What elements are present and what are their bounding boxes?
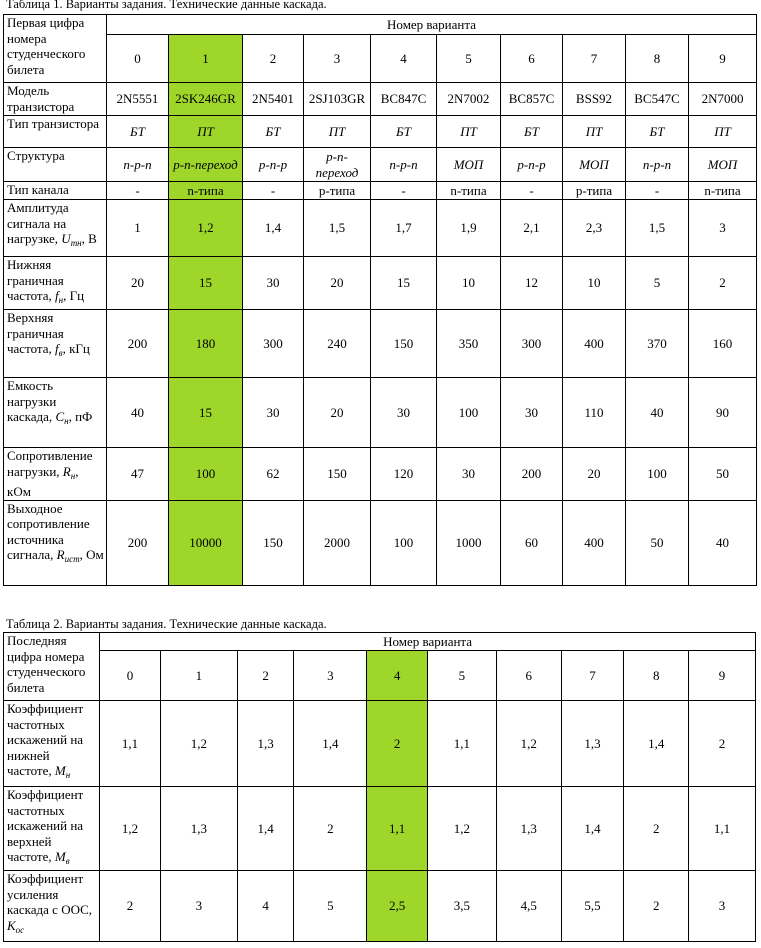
table-cell: 30 [371,378,437,448]
row-symbol-subscript: н [65,770,71,780]
table-cell: 4 [237,871,294,942]
row-symbol-subscript: в [58,348,63,358]
table-cell: 3 [689,871,756,942]
table-cell: 100 [371,500,437,585]
table-cell: 15 [169,257,243,310]
table-cell: 200 [107,500,169,585]
table-cell: 1,2 [160,701,237,787]
row-unit: , В [81,231,97,246]
variants-table-2 [3,632,756,942]
variants-table-1 [3,14,757,586]
table-cell: БТ [626,116,689,148]
table-cell: n-p-n [371,148,437,182]
table-row [4,448,757,501]
table-row [4,200,757,257]
table-cell: 1,4 [561,787,624,871]
row-label [4,148,107,182]
table-cell: 2 [100,871,161,942]
row-label [4,871,100,942]
row-symbol-subscript: н [70,470,76,481]
table-cell: 30 [243,378,304,448]
table-cell: - [243,182,304,200]
table-cell: МОП [689,148,757,182]
table-cell: 60 [501,500,563,585]
row-label-text: Коэффициент частотных искажений на верхней частоте, [7,787,84,864]
row-label [4,701,100,787]
table-cell: БТ [107,116,169,148]
table-row [4,500,757,585]
table-cell: 150 [243,500,304,585]
table-cell: ПТ [437,116,501,148]
table-cell: p-типа [304,182,371,200]
row-label-text: Сопротивление нагрузки, [7,448,93,479]
table-cell: n-типа [437,182,501,200]
variant-number: 7 [561,651,624,701]
table-row [4,148,757,182]
table-cell: БТ [371,116,437,148]
table-cell: 120 [371,448,437,501]
table-cell: 160 [689,310,757,378]
table-cell: 1,4 [294,701,367,787]
table-cell: 40 [107,378,169,448]
table-cell: 370 [626,310,689,378]
table-cell: 3 [689,200,757,257]
table-cell: 50 [626,500,689,585]
table-cell: 1,3 [237,701,294,787]
table-cell: 5,5 [561,871,624,942]
row-unit: , кОм [7,463,79,499]
table-cell: 5 [294,871,367,942]
table-cell: 90 [689,378,757,448]
table1-caption: Таблица 1. Варианты задания. Технические данные каскада. [6,0,327,11]
table-cell: 1,3 [496,787,561,871]
table-cell: 1000 [437,500,501,585]
row-label [4,116,107,148]
table-cell: 1,1 [689,787,756,871]
variant-number: 8 [624,651,689,701]
variant-number: 0 [107,35,169,83]
table-cell: 200 [107,310,169,378]
row-symbol-subscript: ист [64,554,80,564]
table-cell: 400 [563,310,626,378]
table-cell: - [371,182,437,200]
row-unit: , кГц [62,341,90,356]
table-cell: 1,2 [496,701,561,787]
table-cell: 1,3 [160,787,237,871]
row-label-text: Выходное сопротивление источника сигнала, [7,500,90,562]
variant-number: 9 [689,651,756,701]
row-symbol-subscript: н [64,416,69,426]
table-cell: 20 [563,448,626,501]
variant-number: 3 [304,35,371,83]
table-row [4,257,757,310]
table-cell: 300 [243,310,304,378]
variant-number: 1 [160,651,237,701]
table-cell: ПТ [563,116,626,148]
variant-number: 3 [294,651,367,701]
table-cell: 2000 [304,500,371,585]
table-cell: n-p-n [107,148,169,182]
corner-label: Первая цифра номера студенческого билета [4,15,107,83]
row-symbol-subscript: ос [15,924,25,935]
row-symbol: U [61,231,71,246]
table-row [4,378,757,448]
variant-header: Номер варианта [100,633,756,651]
table-cell: 2,5 [367,871,428,942]
row-symbol: M [54,763,66,778]
table-cell: 2SK246GR [169,83,243,116]
table-cell: n-типа [689,182,757,200]
variant-number: 1 [169,35,243,83]
table-cell: 3,5 [428,871,497,942]
variant-number: 2 [243,35,304,83]
variant-number: 9 [689,35,757,83]
table-cell: БТ [501,116,563,148]
row-label-text: Верхняя граничная частота, [7,310,64,356]
row-symbol-subscript: mн [70,238,82,248]
table-cell: 150 [371,310,437,378]
table-cell: 50 [689,448,757,501]
row-symbol: K [7,917,16,933]
table-cell: 1,2 [169,200,243,257]
table-cell: n-типа [169,182,243,200]
table-cell: 62 [243,448,304,501]
row-label [4,448,107,501]
table-cell: BC547C [626,83,689,116]
header-row [4,633,756,651]
table-cell: ПТ [169,116,243,148]
table-cell: 2N5401 [243,83,304,116]
table-cell: 300 [501,310,563,378]
variant-number: 2 [237,651,294,701]
table-cell: 30 [243,257,304,310]
table-cell: n-p-n [626,148,689,182]
row-label-text: Тип транзистора [7,116,99,131]
table-cell: 2 [624,787,689,871]
variant-number: 4 [371,35,437,83]
variant-number: 5 [437,35,501,83]
row-label-text: Амплитуда сигнала на нагрузке, [7,200,69,246]
variant-number: 7 [563,35,626,83]
table-cell: 1,4 [624,701,689,787]
table-cell: 2,1 [501,200,563,257]
table-cell: 2 [624,871,689,942]
table-cell: 2SJ103GR [304,83,371,116]
table-cell: 20 [304,257,371,310]
table-cell: 2,3 [563,200,626,257]
table-cell: 350 [437,310,501,378]
table-cell: 20 [304,378,371,448]
table-cell: - [501,182,563,200]
row-label [4,310,107,378]
table-cell: 47 [107,448,169,501]
row-label [4,378,107,448]
table-cell: 1,2 [100,787,161,871]
table-cell: БТ [243,116,304,148]
table-cell: p-типа [563,182,626,200]
row-label-text: Структура [7,148,65,163]
variant-number: 8 [626,35,689,83]
table-cell: 12 [501,257,563,310]
table-cell: 400 [563,500,626,585]
table-cell: 1,7 [371,200,437,257]
table-cell: 1,5 [626,200,689,257]
table-cell: p-n-p [243,148,304,182]
table-cell: 4,5 [496,871,561,942]
table-cell: 2N5551 [107,83,169,116]
row-label [4,83,107,116]
table-cell: 2 [367,701,428,787]
table-cell: 40 [626,378,689,448]
table-cell: 10 [563,257,626,310]
row-unit: , Гц [63,288,85,303]
variant-numbers-row [4,35,757,83]
table-cell: 2N7002 [437,83,501,116]
row-symbol-subscript: н [58,295,64,305]
table-cell: 100 [169,448,243,501]
table-cell: 10000 [169,500,243,585]
table-cell: 5 [626,257,689,310]
variant-numbers-row [4,651,756,701]
table-cell: 150 [304,448,371,501]
table-cell: 30 [501,378,563,448]
table-cell: ПТ [304,116,371,148]
table-cell: ПТ [689,116,757,148]
table-cell: 240 [304,310,371,378]
table-cell: 2 [294,787,367,871]
table-cell: 1,5 [304,200,371,257]
row-symbol: R [56,547,65,562]
table-row [4,871,756,942]
row-symbol: f [55,288,59,303]
table-cell: 20 [107,257,169,310]
table-cell: 2N7000 [689,83,757,116]
table-cell: 1,1 [428,701,497,787]
row-symbol: f [55,341,59,356]
table-cell: 3 [160,871,237,942]
table-row [4,787,756,871]
row-label-text: Тип канала [7,182,69,197]
variant-number: 5 [428,651,497,701]
table-cell: 1,3 [561,701,624,787]
table-cell: p-n-p [501,148,563,182]
table-cell: 30 [437,448,501,501]
table-cell: 1,4 [243,200,304,257]
table-cell: 1,9 [437,200,501,257]
table-cell: p-n-переход [304,148,371,182]
row-unit: , Ом [79,547,104,562]
row-label-text: Коэффициент усиления каскада с ООС, [7,871,93,917]
row-label-text: Нижняя граничная частота, [7,257,64,303]
row-symbol-subscript: в [65,856,70,866]
table-cell: 1,2 [428,787,497,871]
table-cell: 200 [501,448,563,501]
row-label-text: Емкость нагрузки каскада, [7,378,57,424]
row-label [4,500,107,585]
row-label [4,182,107,200]
table-cell: 1,4 [237,787,294,871]
variant-header: Номер варианта [107,15,757,35]
table-cell: - [626,182,689,200]
header-row [4,15,757,35]
table-row [4,310,757,378]
row-label-text: Коэффициент частотных искажений на нижней частоте, [7,701,84,778]
row-symbol: C [55,409,65,424]
table-row [4,83,757,116]
row-unit: , пФ [68,409,93,424]
table-cell: МОП [563,148,626,182]
table-cell: 15 [169,378,243,448]
table-row [4,182,757,200]
row-symbol: R [62,463,71,479]
row-label-text: Модель транзистора [7,83,75,114]
table-cell: 110 [563,378,626,448]
table-cell: 1,1 [100,701,161,787]
row-symbol: M [54,849,66,864]
variant-number: 4 [367,651,428,701]
table-cell: 2 [689,701,756,787]
table-cell: 100 [626,448,689,501]
table-cell: BC847C [371,83,437,116]
table-cell: 1 [107,200,169,257]
table-cell: 2 [689,257,757,310]
table-cell: 40 [689,500,757,585]
variant-number: 6 [501,35,563,83]
table-cell: BC857C [501,83,563,116]
table-cell: 15 [371,257,437,310]
table-cell: - [107,182,169,200]
table-cell: 100 [437,378,501,448]
table-cell: МОП [437,148,501,182]
table-cell: BSS92 [563,83,626,116]
row-label [4,257,107,310]
table-row [4,701,756,787]
row-label [4,200,107,257]
table-row [4,116,757,148]
table-cell: 10 [437,257,501,310]
corner-label: Последняя цифра номера студенческого билета [4,633,100,701]
variant-number: 6 [496,651,561,701]
table-cell: 1,1 [367,787,428,871]
variant-number: 0 [100,651,161,701]
row-label [4,787,100,871]
table-cell: 180 [169,310,243,378]
table-cell: p-n-переход [169,148,243,182]
table2-caption: Таблица 2. Варианты задания. Технические данные каскада. [6,617,327,631]
